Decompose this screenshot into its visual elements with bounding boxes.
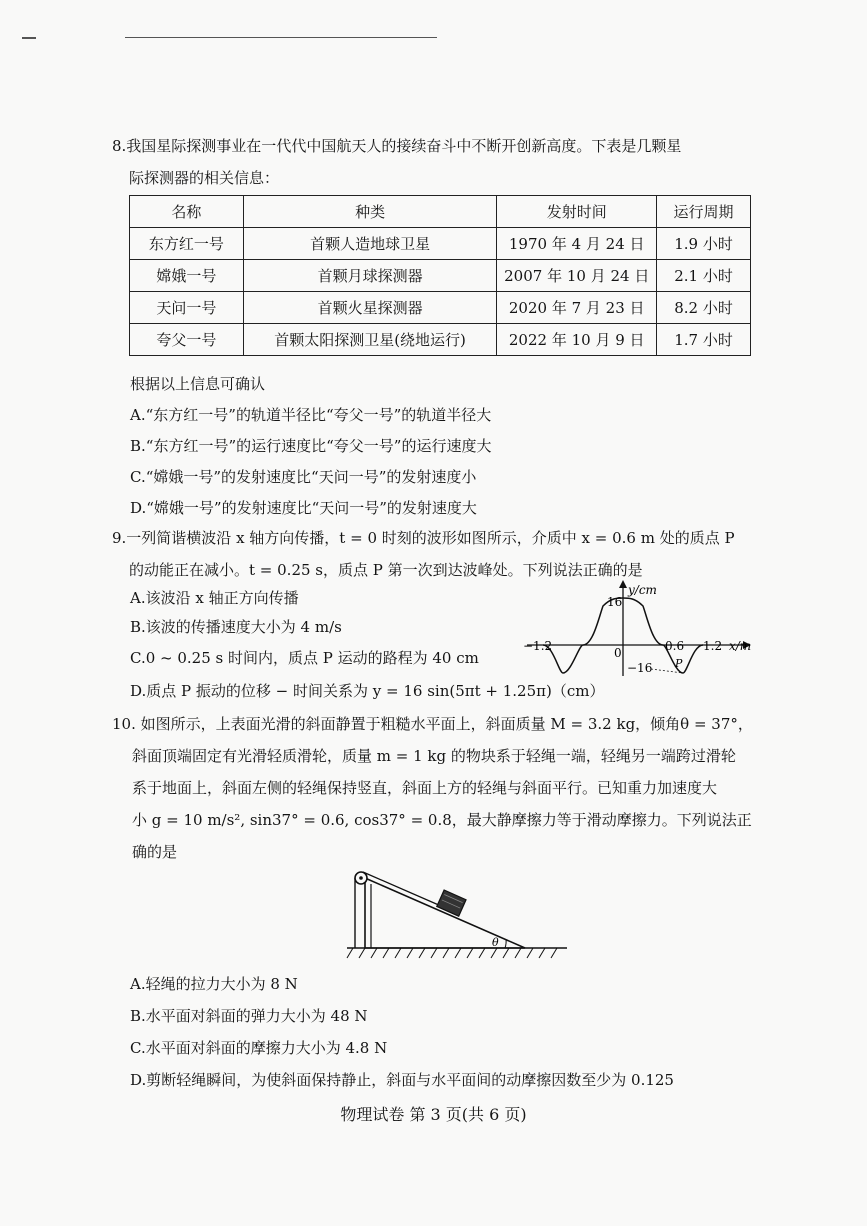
origin-label: 0: [614, 646, 622, 660]
pulley-axle: [359, 876, 363, 880]
angle-label: θ: [492, 936, 499, 949]
y-axis-arrow: [619, 580, 627, 588]
y-max-label: 16: [607, 595, 623, 609]
question-9-stem: [112, 522, 762, 586]
header-rule: [125, 37, 437, 38]
table-header-cell: 名称: [130, 196, 244, 228]
x-axis-label: x/m: [729, 639, 752, 653]
q9-option-a: A.该波沿 x 轴正方向传播: [130, 589, 299, 607]
q9-line-2: 的动能正在减小。t = 0.25 s，质点 P 第一次到达波峰处。下列说法正确的是: [129, 561, 643, 579]
q8-options: [130, 369, 491, 524]
table-cell: 嫦娥一号: [130, 260, 244, 292]
page-footer: 物理试卷 第 3 页(共 6 页): [340, 1105, 527, 1124]
q8-option-b: B.“东方红一号”的运行速度比“夸父一号”的运行速度大: [130, 437, 492, 455]
x-pos-label-1-2: 1.2: [703, 639, 723, 653]
table-cell: 2020 年 7 月 23 日: [497, 292, 657, 324]
wave-graph: [515, 578, 760, 678]
incline-wedge: [365, 878, 525, 948]
header-rule-short: [22, 37, 36, 39]
x-neg-label: −1.2: [523, 639, 553, 653]
table-row: [130, 228, 751, 260]
q9-line-1: 9.一列简谐横波沿 x 轴方向传播，t = 0 时刻的波形如图所示，介质中 x = 0.6 m 处的质点 P: [112, 529, 735, 547]
q10-line-4: 小 g = 10 m/s², sin37° = 0.6, cos37° = 0.8，最大静摩擦力等于滑动摩擦力。下列说法正: [132, 811, 752, 829]
x-pos-label-0-6: 0.6: [665, 639, 685, 653]
table-cell: 夸父一号: [130, 324, 244, 356]
q10-option-b: B.水平面对斜面的弹力大小为 48 N: [130, 1007, 368, 1025]
q10-option-c: C.水平面对斜面的摩擦力大小为 4.8 N: [130, 1039, 388, 1057]
table-cell: 首颗太阳探测卫星(绕地运行): [243, 324, 497, 356]
table-cell: 首颗人造地球卫星: [243, 228, 497, 260]
table-header-cell: 种类: [243, 196, 497, 228]
q8-option-c: C.“嫦娥一号”的发射速度比“天问一号”的发射速度小: [130, 468, 477, 486]
table-header-cell: 发射时间: [497, 196, 657, 228]
table-cell: 2022 年 10 月 9 日: [497, 324, 657, 356]
q9-option-b: B.该波的传播速度大小为 4 m/s: [130, 618, 342, 636]
q10-line-1: 10. 如图所示，上表面光滑的斜面静置于粗糙水平面上，斜面质量 M = 3.2 kg，倾角θ = 37°，: [112, 715, 753, 733]
block: [437, 890, 466, 916]
q10-line-5: 确的是: [132, 843, 178, 861]
slope-rope: [363, 872, 441, 906]
q8-option-d: D.“嫦娥一号”的发射速度比“天问一号”的发射速度大: [130, 499, 477, 517]
table-cell: 1.9 小时: [657, 228, 751, 260]
table-header-row: [130, 196, 751, 228]
table-cell: 首颗月球探测器: [243, 260, 497, 292]
y-axis-label: y/cm: [628, 583, 657, 597]
q9-option-c: C.0 ~ 0.25 s 时间内，质点 P 运动的路程为 40 cm: [130, 649, 479, 667]
table-cell: 天问一号: [130, 292, 244, 324]
y-min-label: −16: [627, 661, 653, 675]
table-row: [130, 292, 751, 324]
table-header-cell: 运行周期: [657, 196, 751, 228]
q8-option-a: A.“东方红一号”的轨道半径比“夸父一号”的轨道半径大: [130, 406, 492, 424]
q10-line-2: 斜面顶端固定有光滑轻质滑轮，质量 m = 1 kg 的物块系于轻绳一端，轻绳另一端跨过滑轮: [132, 747, 736, 765]
table-cell: 2007 年 10 月 24 日: [497, 260, 657, 292]
table-row: [130, 260, 751, 292]
question-8-stem: [112, 130, 752, 194]
q10-line-3: 系于地面上，斜面左侧的轻绳保持竖直，斜面上方的轻绳与斜面平行。已知重力加速度大: [132, 779, 718, 797]
question-10-stem: [112, 708, 762, 868]
q10-option-d: D.剪断轻绳瞬间，为使斜面保持静止，斜面与水平面间的动摩擦因数至少为 0.125: [130, 1071, 674, 1089]
ground-hatching: [347, 948, 557, 958]
q8-line-2: 际探测器的相关信息：: [129, 169, 280, 187]
table-cell: 2.1 小时: [657, 260, 751, 292]
q9-option-d: D.质点 P 振动的位移 − 时间关系为 y = 16 sin(5πt + 1.25π)（cm）: [130, 682, 605, 700]
table-row: [130, 324, 751, 356]
q8-line-1: 8.我国星际探测事业在一代代中国航天人的接续奋斗中不断开创新高度。下表是几颗星: [112, 137, 682, 155]
q8-prompt: 根据以上信息可确认: [130, 375, 266, 393]
q10-option-a: A.轻绳的拉力大小为 8 N: [130, 975, 298, 993]
incline-figure: [345, 862, 570, 962]
probe-info-table: [129, 195, 751, 356]
table-cell: 首颗火星探测器: [243, 292, 497, 324]
point-p-label: P: [675, 657, 683, 670]
table-cell: 东方红一号: [130, 228, 244, 260]
table-cell: 8.2 小时: [657, 292, 751, 324]
table-cell: 1970 年 4 月 24 日: [497, 228, 657, 260]
table-cell: 1.7 小时: [657, 324, 751, 356]
